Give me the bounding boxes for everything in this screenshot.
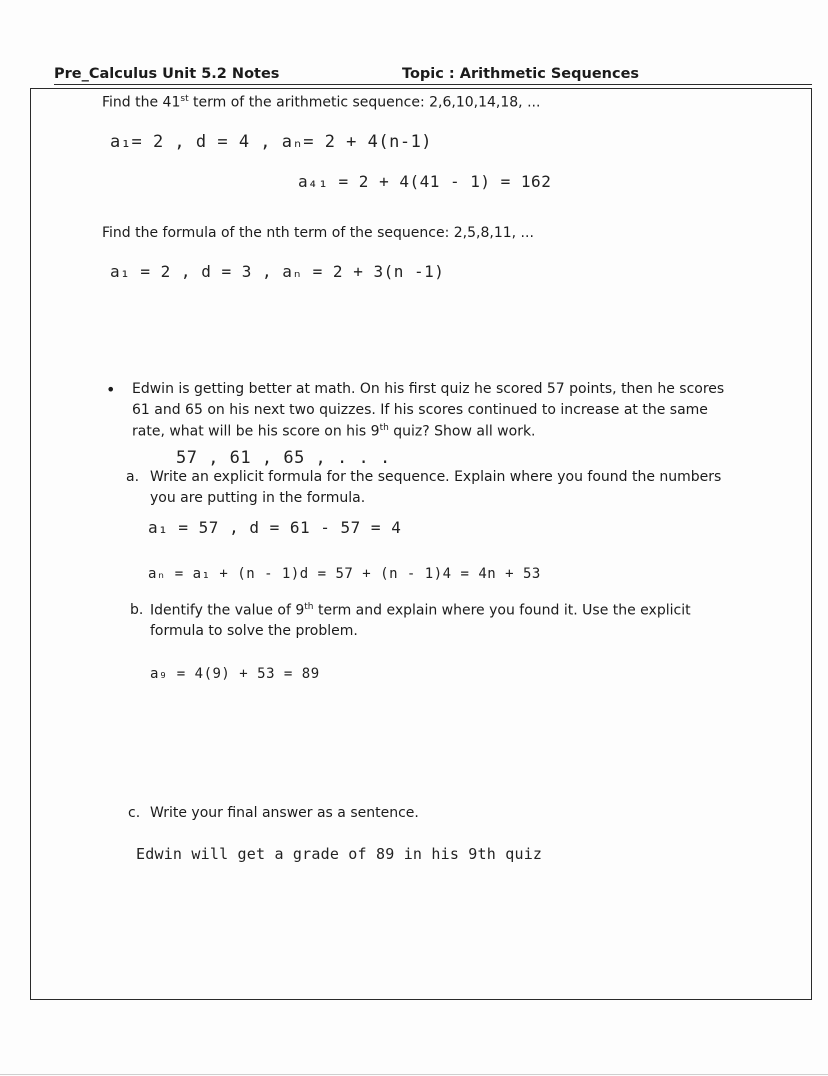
bullet-point: • [106,380,116,399]
part-a-marker: a. [126,469,140,485]
problem3-line3-rest: quiz? Show all work. [388,423,536,440]
problem3-line3 [132,423,536,440]
part-c-line1: Write your final answer as a sentence. [150,805,419,821]
page-title [54,66,279,82]
part-c-marker: c. [128,805,141,821]
problem1-handwriting-line1: a₁= 2 , d = 4 , aₙ= 2 + 4(n-1) [110,132,433,152]
part-b-line1-sup: th [304,602,314,612]
part-b-marker: b. [130,602,144,618]
header-rule [54,84,812,85]
part-b-line2: formula to solve the problem. [150,623,358,639]
problem2-handwriting-line1: a₁ = 2 , d = 3 , aₙ = 2 + 3(n -1) [110,262,445,281]
part-b-line1-text: Identify the value of 9 [150,602,305,619]
topic-title [402,66,639,82]
problem3-line1: Edwin is getting better at math. On his first quiz he scored 57 points, then he scores [132,381,725,397]
problem1-prompt-sup: st [180,94,189,104]
part-b-line1 [150,602,691,619]
part-a-handwriting-line2: aₙ = a₁ + (n - 1)d = 57 + (n - 1)4 = 4n + 53 [148,566,541,582]
problem1-prompt [102,94,540,111]
problem3-line2: 61 and 65 on his next two quizzes. If his scores continued to increase at the same [132,402,708,418]
problem1-handwriting-line2: a₄₁ = 2 + 4(41 - 1) = 162 [298,172,552,191]
topic-label: Topic : Arithmetic Sequences [402,66,640,82]
unit-title: Pre_Calculus Unit 5.2 Notes [54,66,280,82]
problem1-prompt-rest: term of the arithmetic sequence: 2,6,10,14,18, ... [188,94,541,111]
part-a-line1: Write an explicit formula for the sequence. Explain where you found the numbers [150,469,722,485]
problem3-sequence-handwriting: 57 , 61 , 65 , . . . [176,448,391,468]
part-b-line1-rest: term and explain where you found it. Use the explicit [313,602,691,619]
part-b-handwriting-line1: a₉ = 4(9) + 53 = 89 [150,666,320,682]
part-a-line2: you are putting in the formula. [150,490,366,506]
problem3-line3-sup: th [379,423,389,433]
part-c-handwriting-line1: Edwin will get a grade of 89 in his 9th quiz [136,845,543,863]
part-a-handwriting-line1: a₁ = 57 , d = 61 - 57 = 4 [148,518,402,537]
problem1-prompt-text: Find the 41 [102,94,181,111]
bottom-rule [0,1074,828,1075]
problem2-prompt: Find the formula of the nth term of the sequence: 2,5,8,11, ... [102,225,534,241]
problem3-line3-text: rate, what will be his score on his 9 [132,423,380,440]
